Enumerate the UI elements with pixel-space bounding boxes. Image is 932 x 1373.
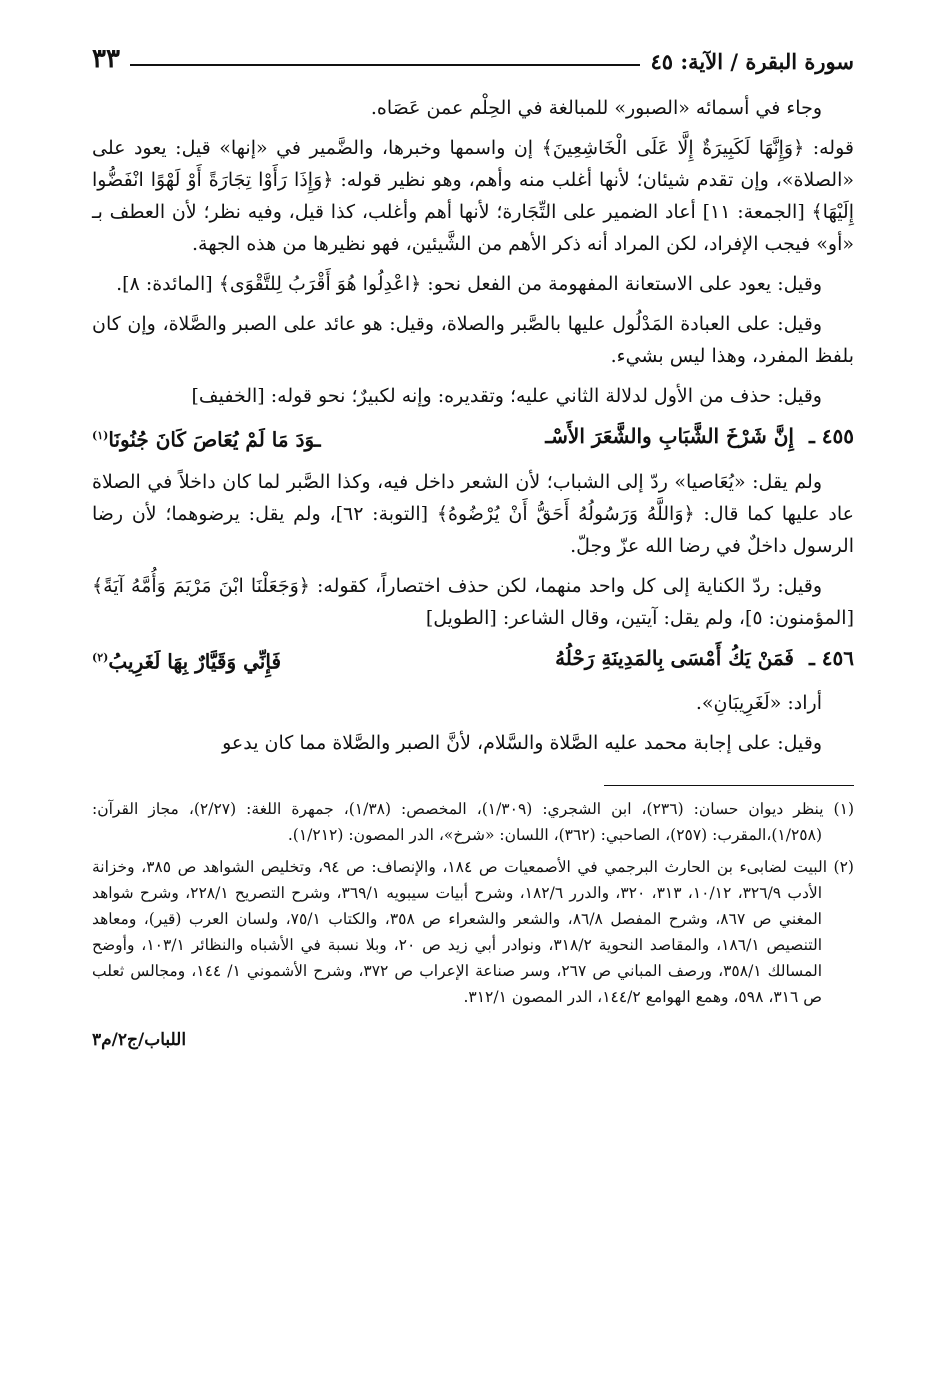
verse-text: ـوَدَ مَا لَمْ يُعَاصَ كَانَ جُنُونَا xyxy=(108,427,321,452)
poetry-verse-455 xyxy=(92,420,854,456)
verse-number: ٤٥٦ ـ xyxy=(808,645,854,670)
paragraph: ولم يقل: «يُعَاصيا» ردّ إلى الشباب؛ لأن الشعر داخل فيه، وكذا الصَّبر لما كان داخلاً في الصلاة عاد عليها كما قال: ﴿وَاللَّهُ وَرَسُولُهُ أَحَقُّ أَنْ يُرْضُوهُ﴾ [التوبة: ٦٢]، ولم يقل: يرضوهما؛ لأن رضا الرسول داخلٌ في رضا الله عزّ وجلّ. xyxy=(92,470,855,557)
footnote-2: (٢) البيت لضابىء بن الحارث البرجمي في الأصمعيات ص ١٨٤، والإنصاف: ص ٩٤، وتخليص الشواهد ص ٣٨٥، وخزانة الأدب ٣٢٦/٩، ١٠/١٢، ٣١٣، ٣٢٠، والدرر ١٨٢/٦، وشرح أبيات سيبويه ٣٦٩/١، وشرح التصريح ٢٢٨/١، وشرح شواهد المغني ص ٨٦٧، وشرح المفصل ٨٦/٨، والشعر والشعراء ص ٣٥٨، والكتاب ٧٥/١، ولسان العرب (قير)، ومعاهد التنصيص ١٨٦/١، والمقاصد النحوية ٣١٨/٢، ونوادر أبي زيد ص ٢٠، وبلا نسبة في الأشباه والنظائر ١٠٣/١، وأوضح المسالك ٣٥٨/١، ورصف المباني ص ٢٦٧، وسر صناعة الإعراب ص ٣٧٢، وشرح الأشموني ١/ ١٤٤، ومجالس ثعلب ص ٣١٦، ٥٩٨، وهمع الهوامع ١٤٤/٢، الدر المصون ٣١٢/١. xyxy=(92,858,854,1007)
paragraph: وقيل: ردّ الكناية إلى كل واحد منهما، لكن حذف اختصاراً، كقوله: ﴿وَجَعَلْنَا ابْنَ مَرْيَمَ وَأُمَّهُ آيَةً﴾ [المؤمنون: ٥]، ولم يقل: آيتين، وقال الشاعر: [الطويل] xyxy=(92,574,854,629)
running-header xyxy=(92,34,854,74)
verse-second-half xyxy=(92,420,321,456)
verse-first-half xyxy=(555,642,854,678)
main-text xyxy=(92,92,854,759)
header-rule xyxy=(130,64,641,66)
paragraph: أراد: «لَغَرِيبَانِ». xyxy=(695,692,822,715)
verse-second-half xyxy=(92,642,281,678)
paragraph: وقيل: حذف من الأول لدلالة الثاني عليه؛ وتقديره: وإنه لكبيرٌ؛ نحو قوله: [الخفيف] xyxy=(191,385,822,407)
verse-number: ٤٥٥ ـ xyxy=(808,424,854,448)
paragraph: قوله: ﴿وَإِنَّهَا لَكَبِيرَةٌ إِلَّا عَلَى الْخَاشِعِينَ﴾ إن واسمها وخبرها، والضَّمير في «إنها» قيل: يعود على «الصلاة»، وإن تقدم شيئان؛ لأنها أغلب منه وأهم، وهو نظير قوله: ﴿وَإِذَا رَأَوْا تِجَارَةً أَوْ لَهْوًا انْفَضُّوا إِلَيْهَا﴾ [الجمعة: ١١] أعاد الضمير على التِّجَارة؛ لأنها أهم وأغلب، كذا قيل، وفيه نظر؛ لأن العطف بـ «أو» فيجب الإفراد، لكن المراد أنه ذكر الأهم من الشَّيئين، فهو نظيرها من هذه الجهة. xyxy=(92,137,855,255)
poetry-verse-456 xyxy=(92,642,854,678)
running-title: سورة البقرة / الآية: ٤٥ xyxy=(650,49,854,74)
footnote-divider xyxy=(604,785,854,786)
footnote-marker: (١) xyxy=(92,429,109,442)
print-signature: اللباب/ج٢/م٣ xyxy=(92,1030,187,1051)
footnotes xyxy=(92,796,854,1010)
verse-text: فَإِنِّي وَقَيَّارٌ بِهَا لَغَرِيبُ xyxy=(108,649,282,674)
footnote-marker: (٢) xyxy=(92,650,109,664)
paragraph: وقيل: يعود على الاستعانة المفهومة من الفعل نحو: ﴿اعْدِلُوا هُوَ أَقْرَبُ لِلتَّقْوَى﴾ [المائدة: ٨]. xyxy=(116,273,822,295)
verse-first-half xyxy=(545,420,854,456)
paragraph: وقيل: على العبادة المَدْلُول عليها بالصَّبر والصلاة، وقيل: هو عائد على الصبر والصَّلاة، وإن كان بلفظ المفرد، وهذا ليس بشيء. xyxy=(92,313,854,367)
verse-text: فَمَنْ يَكُ أَمْسَى بِالمَدِينَةِ رَحْلُهُ xyxy=(555,645,794,670)
footnote-1: (١) ينظر ديوان حسان: (٢٣٦)، ابن الشجري: (١/٣٠٩)، المخصص: (١/٣٨)، جمهرة اللغة: (٢/٢٧)، مجاز القرآن: (١/٢٥٨)،المقرب: (٢٥٧)، الصاحبي: (٣٦٢)، اللسان: «شرخ»، الدر المصون: (١/٢١٢). xyxy=(92,800,854,845)
paragraph: وجاء في أسمائه «الصبور» للمبالغة في الحِلْم عمن عَصَاه. xyxy=(370,97,822,119)
paragraph: وقيل: على إجابة محمد عليه الصَّلاة والسَّلام، لأنَّ الصبر والصَّلاة مما كان يدعو xyxy=(222,732,822,755)
verse-text: إِنَّ شَرْخَ الشَّبَابِ والشَّعَرَ الأَسْـ xyxy=(545,424,794,448)
page-number: ٣٣ xyxy=(92,44,120,74)
